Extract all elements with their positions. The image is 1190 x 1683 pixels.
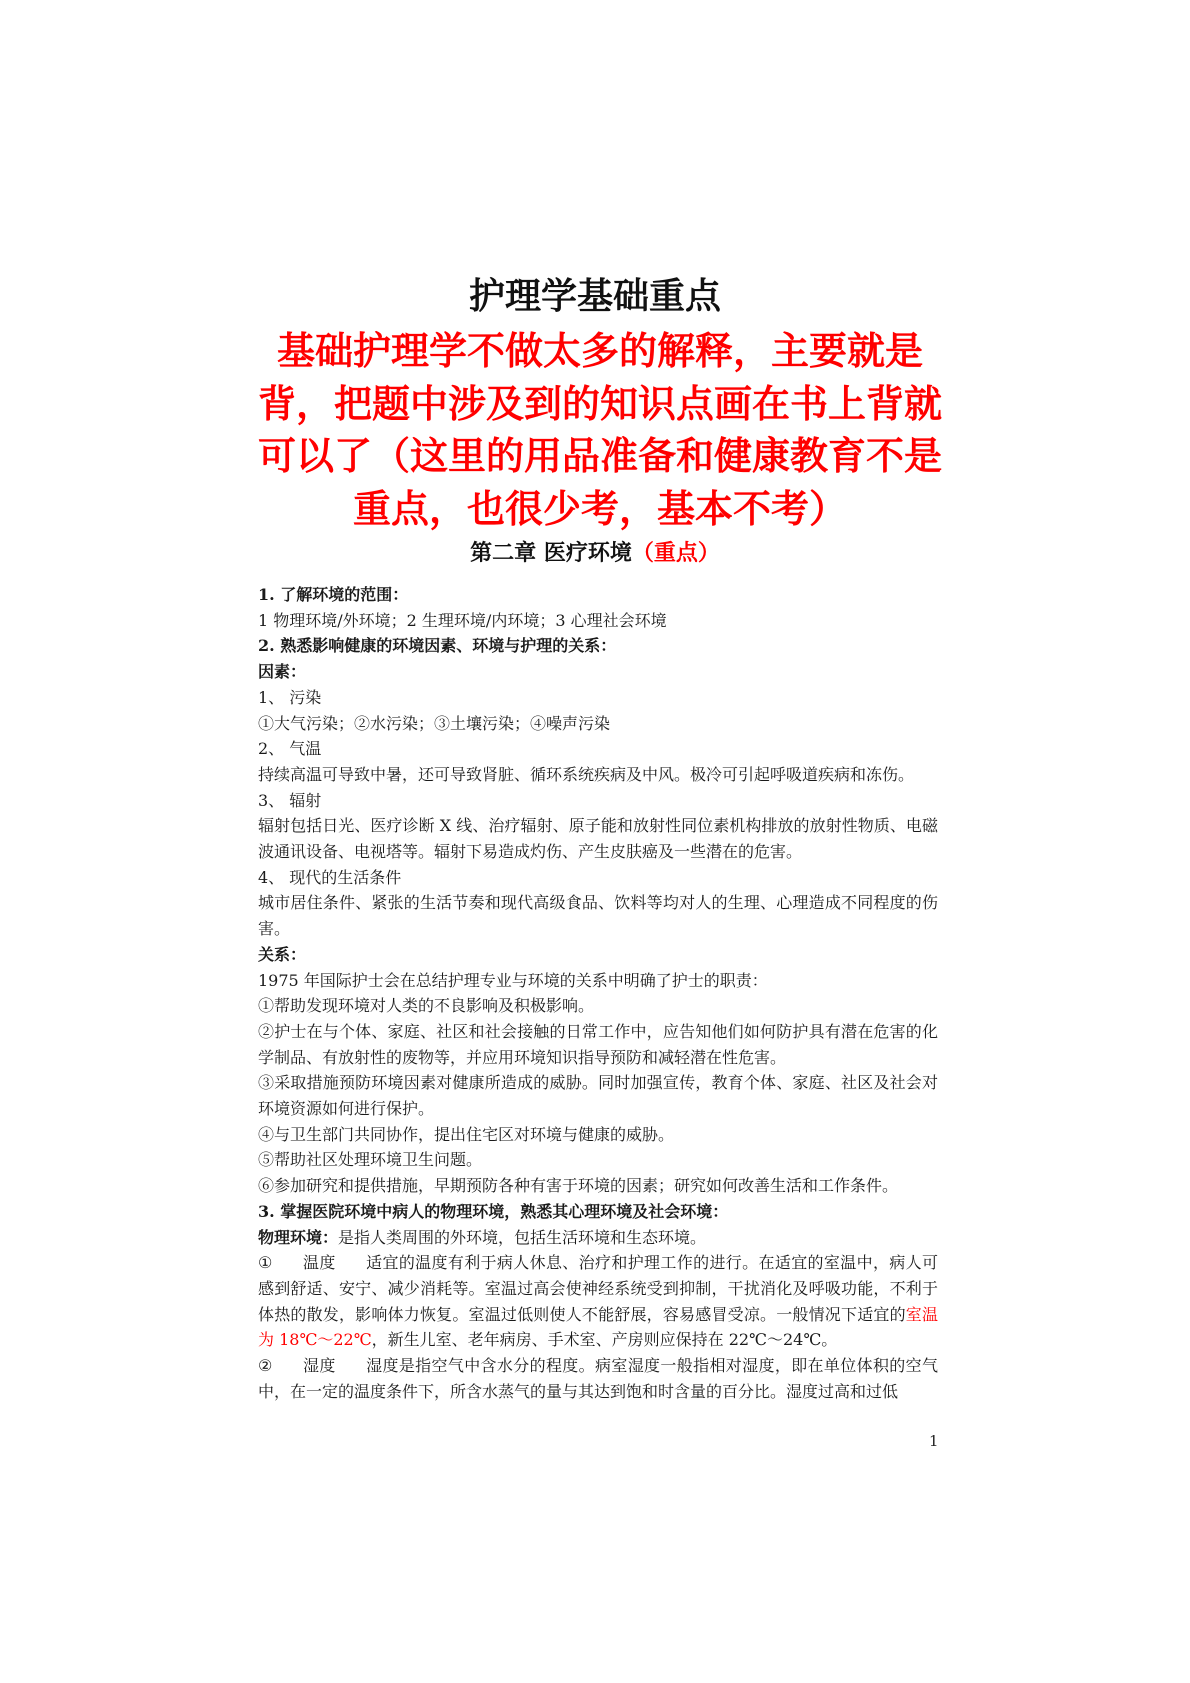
section-3-heading: 3. 掌握医院环境中病人的物理环境，熟悉其心理环境及社会环境：	[258, 1201, 729, 1221]
factor-4-text: 城市居住条件、紧张的生活节奏和现代高级食品、饮料等均对人的生理、心理造成不同程度的伤害。	[258, 893, 938, 939]
factors-label: 因素：	[258, 662, 307, 682]
factor-2-label: 2、 气温	[258, 739, 322, 759]
physical-text: 是指人类周围的外环境，包括生活环境和生态环境。	[338, 1227, 707, 1247]
temperature-label: 温度	[302, 1253, 336, 1273]
temperature-range-highlight: 室温为 18℃～22℃	[258, 1304, 938, 1350]
physical-environment	[258, 1225, 938, 1251]
temperature-text-after: ，新生儿室、老年病房、手术室、产房则应保持在 22℃～24℃。	[371, 1330, 838, 1350]
factor-2-text: 持续高温可导致中暑，还可导致肾脏、循环系统疾病及中风。极冷可引起呼吸道疾病和冻伤。	[258, 764, 915, 784]
temperature-text-before: 适宜的温度有利于病人休息、治疗和护理工作的进行。在适宜的室温中，病人可感到舒适、安宁、减少消耗等。室温过高会使神经系统受到抑制，干扰消化及呼吸功能，不利于体热的散发，影响体力恢复。室温过低则使人不能舒展，容易感冒受凉。一般情况下适宜的	[258, 1253, 938, 1324]
duty-3: ③采取措施预防环境因素对健康所造成的威胁。同时加强宣传，教育个体、家庭、社区及社会对环境资源如何进行保护。	[258, 1073, 938, 1119]
relation-label: 关系：	[258, 944, 307, 964]
factor-1-text: ①大气污染；②水污染；③土壤污染；④噪声污染	[258, 713, 611, 733]
duty-1: ①帮助发现环境对人类的不良影响及积极影响。	[258, 996, 595, 1016]
page-number: 1	[929, 1432, 939, 1450]
humidity-number: ②	[258, 1356, 273, 1376]
body-text	[258, 582, 938, 1405]
section-1-heading: 1. 了解环境的范围：	[258, 585, 409, 604]
humidity-paragraph	[258, 1353, 938, 1404]
factor-1-label: 1、 污染	[258, 687, 322, 707]
duty-5: ⑤帮助社区处理环境卫生问题。	[258, 1150, 483, 1170]
chapter-heading	[0, 538, 1190, 570]
humidity-text: 湿度是指空气中含水分的程度。病室湿度一般指相对湿度，即在单位体积的空气中，在一定的温度条件下，所含水蒸气的量与其达到饱和时含量的百分比。湿度过高和过低	[258, 1356, 938, 1401]
physical-label: 物理环境：	[258, 1227, 339, 1247]
humidity-label: 湿度	[302, 1356, 336, 1376]
factor-3-label: 3、 辐射	[258, 790, 322, 810]
duty-6: ⑥参加研究和提供措施，早期预防各种有害于环境的因素；研究如何改善生活和工作条件。	[258, 1176, 899, 1196]
page-title: 护理学基础重点	[468, 276, 721, 317]
factor-3-text: 辐射包括日光、医疗诊断 X 线、治疗辐射、原子能和放射性同位素机构排放的放射性物质、电磁波通讯设备、电视塔等。辐射下易造成灼伤、产生皮肤癌及一些潜在的危害。	[258, 816, 938, 862]
section-1-text: 1 物理环境/外环境；2 生理环境/内环境；3 心理社会环境	[258, 610, 667, 630]
duty-2: ②护士在与个体、家庭、社区和社会接触的日常工作中，应告知他们如何防护具有潜在危害的化学制品、有放射性的废物等，并应用环境知识指导预防和减轻潜在性危害。	[258, 1021, 938, 1067]
duty-4: ④与卫生部门共同协作，提出住宅区对环境与健康的威胁。	[258, 1124, 675, 1144]
factor-4-label: 4、 现代的生活条件	[258, 867, 402, 887]
temperature-paragraph	[258, 1250, 938, 1353]
temperature-number: ①	[258, 1253, 273, 1273]
relation-intro: 1975 年国际护士会在总结护理专业与环境的关系中明确了护士的职责：	[258, 970, 768, 990]
chapter-tag: （重点）	[631, 541, 720, 566]
section-2-heading: 2. 熟悉影响健康的环境因素、环境与护理的关系：	[258, 636, 617, 656]
chapter-title: 第二章 医疗环境	[470, 541, 632, 566]
study-notice: 基础护理学不做太多的解释，主要就是背，把题中涉及到的知识点画在书上背就可以了（这里的用品准备和健康教育不是重点，也很少考，基本不考）	[257, 329, 942, 531]
